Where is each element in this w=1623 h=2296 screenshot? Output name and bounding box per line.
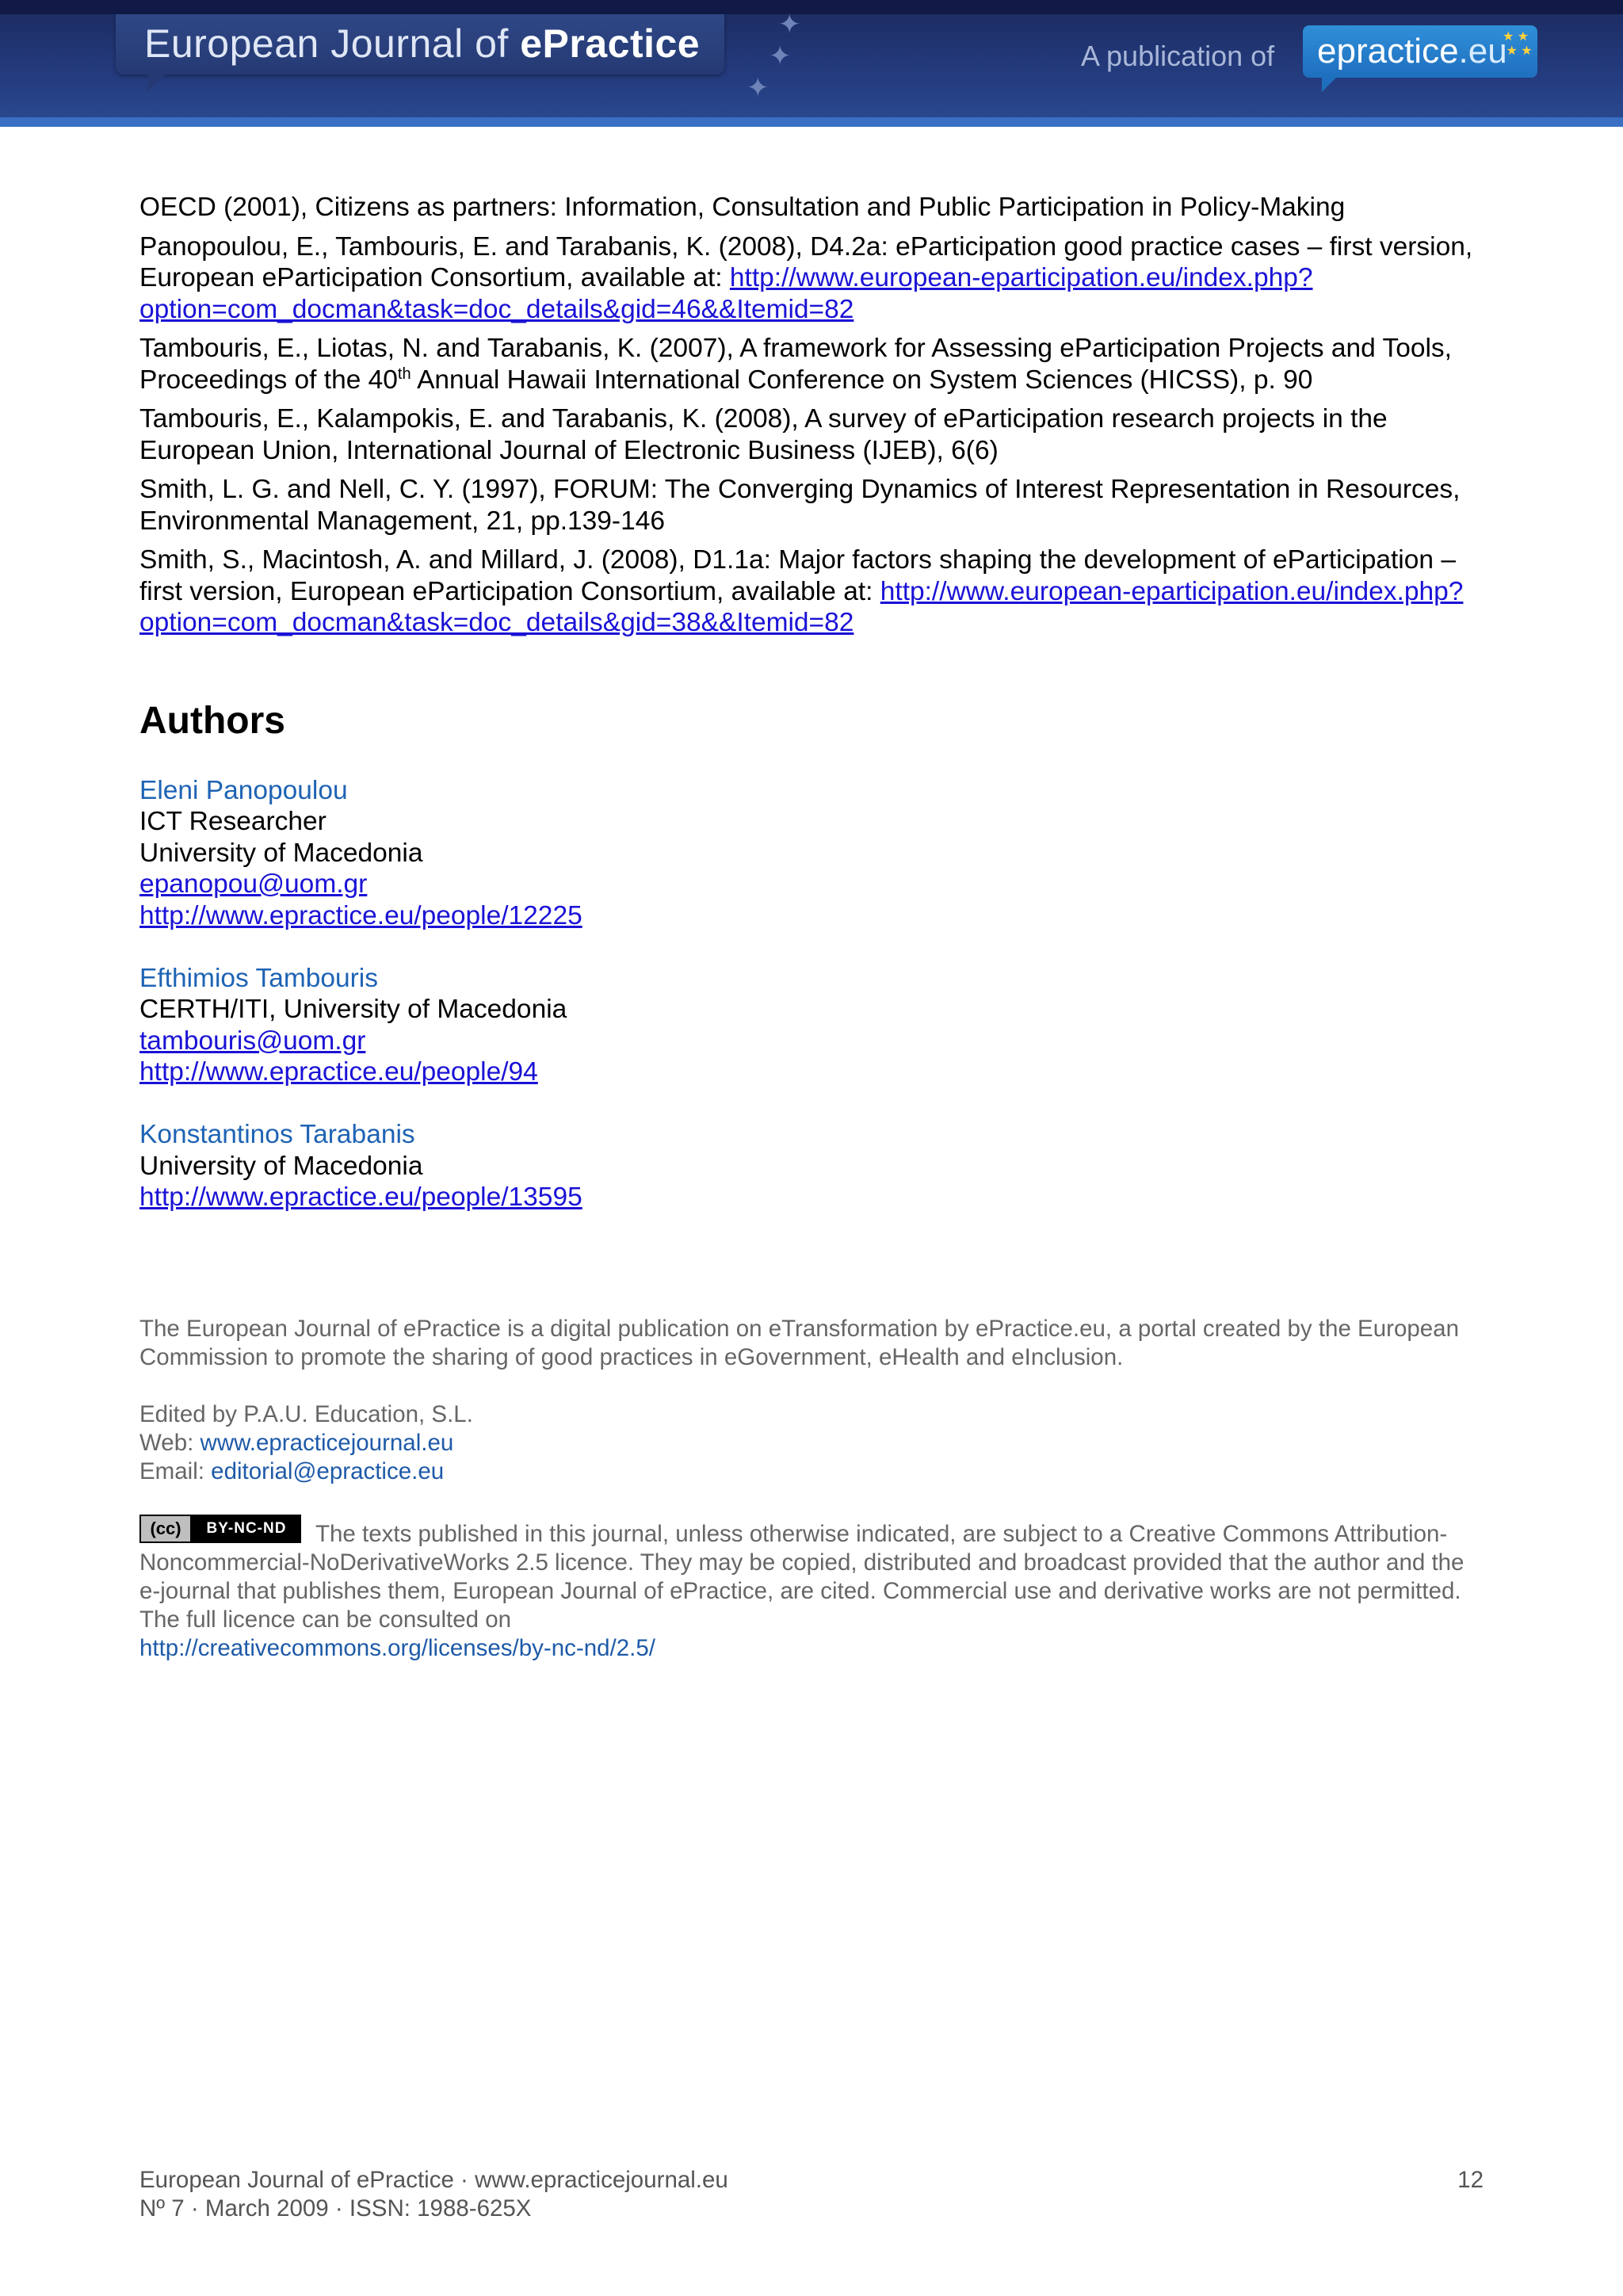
page-footer — [139, 2166, 1484, 2223]
journal-email-link[interactable]: editorial@epractice.eu — [211, 1457, 445, 1484]
star-icon: ✦ — [747, 73, 769, 103]
email-line: Email: editorial@epractice.eu — [139, 1457, 445, 1484]
reference-item: OECD (2001), Citizens as partners: Information, Consultation and Public Participation in Policy-Making — [139, 193, 1346, 222]
author-profile-link[interactable]: http://www.epractice.eu/people/12225 — [139, 900, 582, 930]
authors-heading: Authors — [139, 699, 285, 742]
banner-top-strip — [0, 0, 1623, 14]
web-line: Web: www.epracticejournal.eu — [139, 1429, 454, 1456]
edited-by-text: Edited by P.A.U. Education, S.L. — [139, 1400, 473, 1427]
journal-info — [139, 1315, 1487, 1663]
footer-journal-line: European Journal of ePractice · www.epracticejournal.eu — [139, 2167, 728, 2193]
banner-bottom-strip — [0, 117, 1623, 127]
author-email-link[interactable]: tambouris@uom.gr — [139, 1026, 366, 1056]
author-name: Eleni Panopoulou — [139, 775, 348, 805]
author-name: Konstantinos Tarabanis — [139, 1120, 415, 1149]
journal-title: European Journal of ePractice — [144, 21, 701, 66]
logo-main: epractice — [1317, 32, 1459, 71]
footer-issue-line: Nº 7 · March 2009 · ISSN: 1988-625X — [139, 2195, 532, 2222]
authors-list — [139, 775, 1487, 1213]
journal-title-tab — [116, 14, 724, 74]
reference-item: Tambouris, E., Kalampokis, E. and Tarabanis, K. (2008), A survey of eParticipation research projects in the European Union, International Journal of Electronic Business (IJEB), 6(6) — [139, 404, 1388, 465]
licence-text: The texts published in this journal, unless otherwise indicated, are subject to a Creative Commons Attribution-Noncommercial-NoDerivativeWorks 2.5 licence. They may be copied, distributed and broadcast provided that the author and the e-journal that publishes them, European Journal of ePractice, are cited. Commercial use and derivative works are not permitted. The full licence can be consulted on — [139, 1520, 1465, 1633]
reference-link[interactable]: http://www.european-eparticipation.eu/index.php?option=com_docman&task=doc_details&gid=38&&Itemid=82 — [139, 576, 1464, 637]
author-affiliation: University of Macedonia — [139, 838, 423, 868]
star-icon: ✦ — [769, 41, 792, 71]
author-name: Efthimios Tambouris — [139, 963, 378, 993]
author-affiliation: University of Macedonia — [139, 1151, 423, 1181]
star-icon: ✦ — [778, 10, 801, 40]
page-number: 12 — [1457, 2167, 1484, 2193]
publication-of-label: A publication of — [1081, 40, 1275, 72]
page-content — [139, 192, 1487, 1663]
reference-item: Smith, S., Macintosh, A. and Millard, J. (2008), D1.1a: Major factors shaping the development of eParticipation – first version, European eParticipation Consortium, available at: http://www.european-eparticipation.eu/index.php?option=com_docman&task=doc_details&gid=38&&Itemid=82 — [139, 545, 1464, 637]
author-card — [139, 963, 1487, 1088]
author-affiliation: CERTH/ITI, University of Macedonia — [139, 995, 567, 1024]
reference-link[interactable]: http://www.european-eparticipation.eu/index.php?option=com_docman&task=doc_details&gid=46&&Itemid=82 — [139, 263, 1313, 324]
reference-item: Tambouris, E., Liotas, N. and Tarabanis, K. (2007), A framework for Assessing eParticipation Projects and Tools, Proceedings of the 40th Annual Hawaii International Conference on System Sciences (HICSS), p. 90 — [139, 334, 1452, 395]
reference-list — [139, 192, 1487, 639]
eu-stars-icon: ★ ★ ★ ★ — [1503, 30, 1533, 58]
author-profile-link[interactable]: http://www.epractice.eu/people/13595 — [139, 1182, 582, 1212]
journal-web-link[interactable]: www.epracticejournal.eu — [200, 1429, 454, 1456]
author-profile-link[interactable]: http://www.epractice.eu/people/94 — [139, 1057, 538, 1087]
licence-link[interactable]: http://creativecommons.org/licenses/by-nc-nd/2.5/ — [139, 1634, 655, 1661]
author-email-link[interactable]: epanopou@uom.gr — [139, 869, 368, 899]
author-card — [139, 1119, 1487, 1213]
journal-about-text: The European Journal of ePractice is a digital publication on eTransformation by ePractice.eu, a portal created by the European Commission to promote the sharing of good practices in eGovernment, eHealth and eInclusion. — [139, 1315, 1459, 1370]
author-card — [139, 775, 1487, 932]
journal-header-banner — [0, 0, 1623, 127]
author-role: ICT Researcher — [139, 807, 327, 836]
creative-commons-icon: (cc) BY-NC-ND — [139, 1515, 301, 1543]
reference-item: Panopoulou, E., Tambouris, E. and Tarabanis, K. (2008), D4.2a: eParticipation good practice cases – first version, European eParticipation Consortium, available at: http://www.european-eparticipation.eu/index.php?option=com_docman&task=doc_details&gid=46&&Itemid=82 — [139, 231, 1473, 324]
epractice-logo — [1303, 25, 1537, 78]
reference-item: Smith, L. G. and Nell, C. Y. (1997), FORUM: The Converging Dynamics of Interest Representation in Resources, Environmental Management, 21, pp.139-146 — [139, 475, 1461, 536]
logo-suffix: .eu — [1458, 32, 1507, 71]
licence-paragraph — [139, 1515, 1487, 1663]
